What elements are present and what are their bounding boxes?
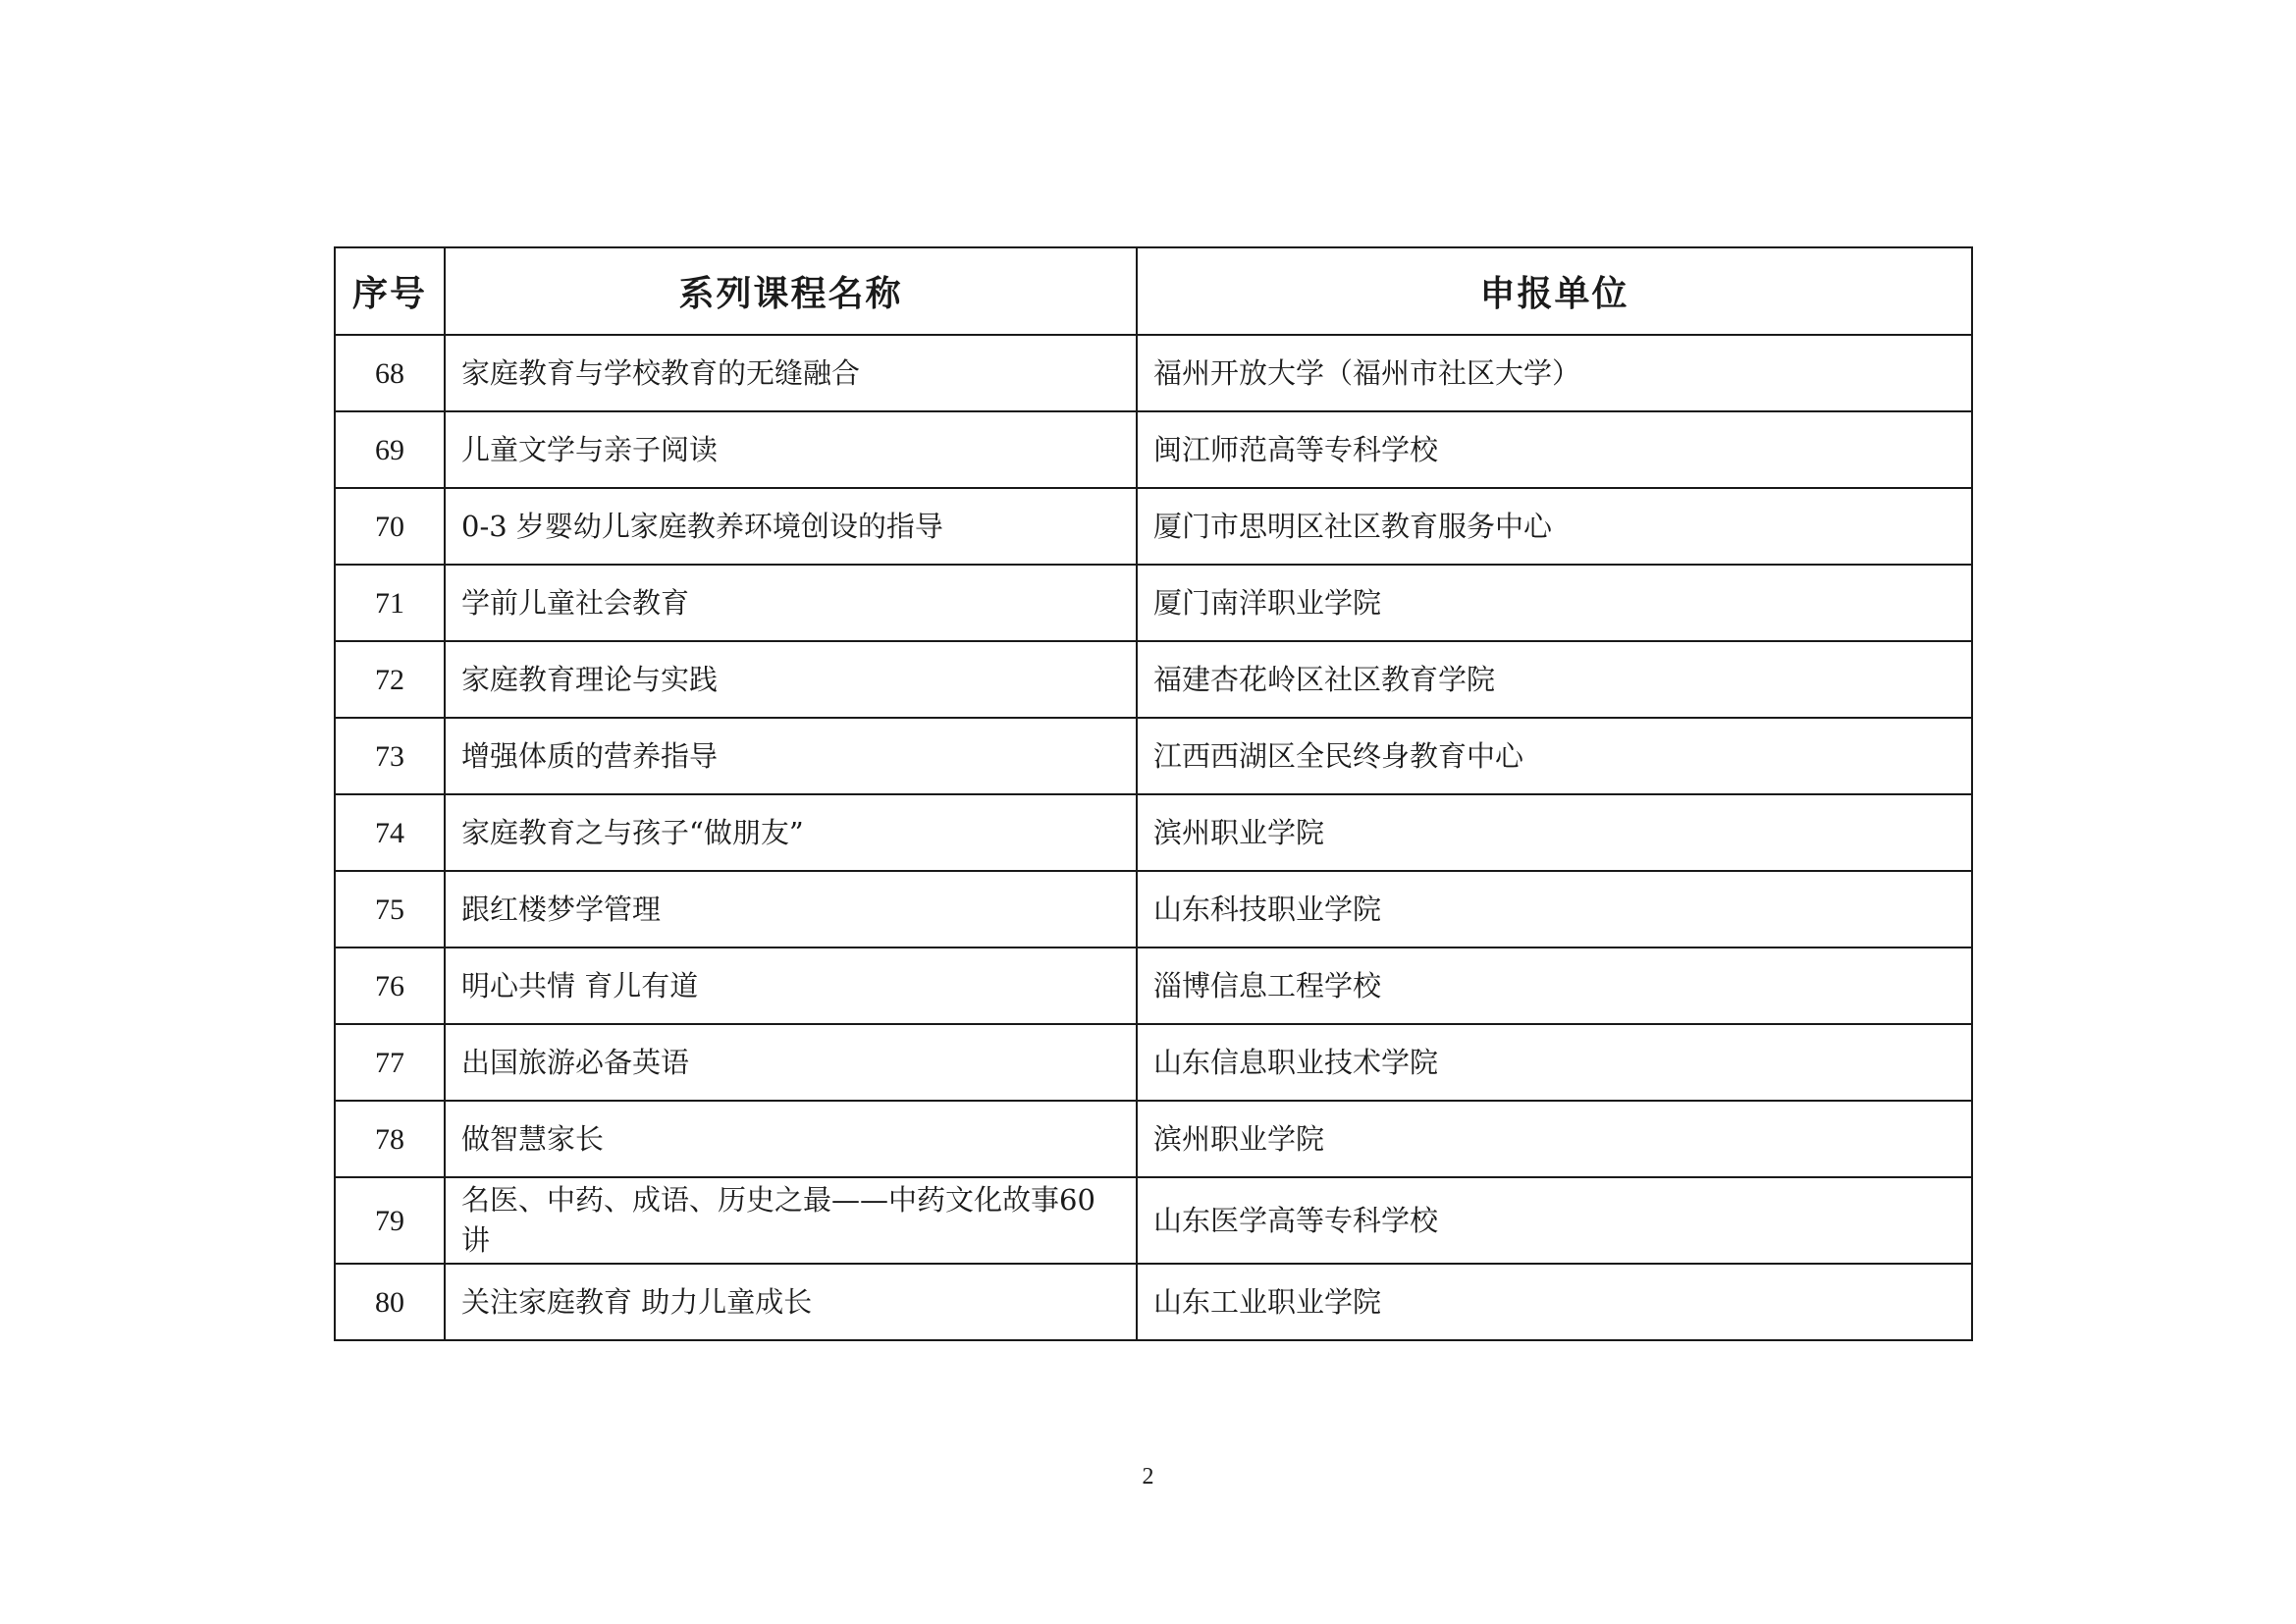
table-row bbox=[335, 1264, 1972, 1340]
course-name-cell: 名医、中药、成语、历史之最——中药文化故事60 讲 bbox=[445, 1177, 1137, 1264]
table-row bbox=[335, 947, 1972, 1024]
applicant-unit-cell: 厦门市思明区社区教育服务中心 bbox=[1137, 488, 1972, 565]
course-name-cell: 关注家庭教育 助力儿童成长 bbox=[445, 1264, 1137, 1340]
table-row bbox=[335, 794, 1972, 871]
table-row bbox=[335, 565, 1972, 641]
course-name-cell: 增强体质的营养指导 bbox=[445, 718, 1137, 794]
applicant-unit-cell: 福建杏花岭区社区教育学院 bbox=[1137, 641, 1972, 718]
applicant-unit-cell: 滨州职业学院 bbox=[1137, 794, 1972, 871]
serial-number-cell: 75 bbox=[335, 871, 445, 947]
course-name-cell: 0-3 岁婴幼儿家庭教养环境创设的指导 bbox=[445, 488, 1137, 565]
table-row bbox=[335, 641, 1972, 718]
course-name-cell: 跟红楼梦学管理 bbox=[445, 871, 1137, 947]
course-name-cell: 家庭教育理论与实践 bbox=[445, 641, 1137, 718]
course-name-cell: 学前儿童社会教育 bbox=[445, 565, 1137, 641]
applicant-unit-cell: 淄博信息工程学校 bbox=[1137, 947, 1972, 1024]
table-row bbox=[335, 335, 1972, 411]
header-row bbox=[335, 247, 1972, 335]
serial-number-cell: 72 bbox=[335, 641, 445, 718]
applicant-unit-cell: 山东科技职业学院 bbox=[1137, 871, 1972, 947]
serial-number-cell: 80 bbox=[335, 1264, 445, 1340]
applicant-unit-cell: 福州开放大学（福州市社区大学） bbox=[1137, 335, 1972, 411]
serial-number-cell: 74 bbox=[335, 794, 445, 871]
header-course-name: 系列课程名称 bbox=[445, 247, 1137, 335]
course-name-cell: 家庭教育之与孩子“做朋友” bbox=[445, 794, 1137, 871]
applicant-unit-cell: 山东工业职业学院 bbox=[1137, 1264, 1972, 1340]
course-name-cell: 做智慧家长 bbox=[445, 1101, 1137, 1177]
serial-number-cell: 69 bbox=[335, 411, 445, 488]
applicant-unit-cell: 厦门南洋职业学院 bbox=[1137, 565, 1972, 641]
header-applicant-unit: 申报单位 bbox=[1137, 247, 1972, 335]
serial-number-cell: 76 bbox=[335, 947, 445, 1024]
applicant-unit-cell: 滨州职业学院 bbox=[1137, 1101, 1972, 1177]
course-name-cell: 儿童文学与亲子阅读 bbox=[445, 411, 1137, 488]
serial-number-cell: 77 bbox=[335, 1024, 445, 1101]
table-row bbox=[335, 488, 1972, 565]
serial-number-cell: 73 bbox=[335, 718, 445, 794]
table-body bbox=[335, 335, 1972, 1340]
applicant-unit-cell: 山东信息职业技术学院 bbox=[1137, 1024, 1972, 1101]
serial-number-cell: 78 bbox=[335, 1101, 445, 1177]
course-name-cell: 明心共情 育儿有道 bbox=[445, 947, 1137, 1024]
header-serial-number: 序号 bbox=[335, 247, 445, 335]
course-table bbox=[334, 246, 1973, 1341]
course-name-cell: 家庭教育与学校教育的无缝融合 bbox=[445, 335, 1137, 411]
serial-number-cell: 79 bbox=[335, 1177, 445, 1264]
applicant-unit-cell: 江西西湖区全民终身教育中心 bbox=[1137, 718, 1972, 794]
table-row bbox=[335, 1024, 1972, 1101]
course-name-cell: 出国旅游必备英语 bbox=[445, 1024, 1137, 1101]
table-row bbox=[335, 1177, 1972, 1264]
serial-number-cell: 71 bbox=[335, 565, 445, 641]
table-header bbox=[335, 247, 1972, 335]
table-row bbox=[335, 871, 1972, 947]
page-number: 2 bbox=[1142, 1464, 1154, 1489]
applicant-unit-cell: 闽江师范高等专科学校 bbox=[1137, 411, 1972, 488]
table-row bbox=[335, 1101, 1972, 1177]
serial-number-cell: 68 bbox=[335, 335, 445, 411]
table-row bbox=[335, 411, 1972, 488]
serial-number-cell: 70 bbox=[335, 488, 445, 565]
table-row bbox=[335, 718, 1972, 794]
applicant-unit-cell: 山东医学高等专科学校 bbox=[1137, 1177, 1972, 1264]
